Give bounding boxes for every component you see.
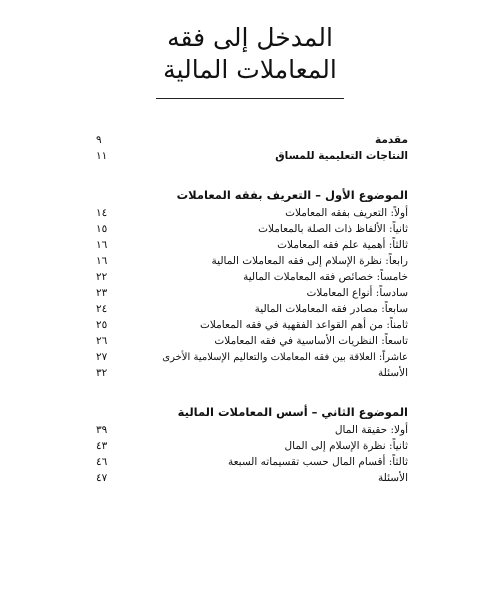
toc-entry-title: ثانياً: نظرة الإسلام إلى المال bbox=[284, 440, 408, 452]
toc-entry-title: أولا: حقيقة المال bbox=[334, 424, 408, 436]
toc-entry[interactable] bbox=[96, 238, 408, 253]
toc-entry[interactable] bbox=[96, 455, 408, 470]
toc-entry-title: ثالثاً: أهمية علم فقه المعاملات bbox=[277, 239, 408, 251]
toc-entry-questions[interactable] bbox=[96, 366, 408, 381]
toc-entry-title: مقدمة bbox=[375, 134, 408, 146]
toc-entry[interactable] bbox=[96, 222, 408, 237]
toc-entry-title: ثامناً: من أهم القواعد الفقهية في فقه المعاملات bbox=[200, 319, 408, 331]
toc-page-number: ٤٦ bbox=[96, 456, 108, 468]
toc-entry[interactable] bbox=[96, 439, 408, 454]
toc-entry[interactable] bbox=[96, 318, 408, 333]
book-title-line-1: المدخل إلى فقه bbox=[167, 23, 333, 52]
book-title-line-2: المعاملات المالية bbox=[163, 55, 337, 84]
toc-entry[interactable] bbox=[96, 254, 408, 269]
toc-entry-title: سابعاً: مصادر فقه المعاملات المالية bbox=[254, 303, 408, 315]
toc-page-number: ١٤ bbox=[96, 207, 108, 219]
toc-page-number: ٣٩ bbox=[96, 424, 108, 436]
toc-page-number: ١٦ bbox=[96, 255, 108, 267]
toc-entry[interactable] bbox=[96, 350, 408, 365]
toc-entry[interactable] bbox=[96, 302, 408, 317]
toc-entry[interactable] bbox=[96, 270, 408, 285]
toc-entry-questions[interactable] bbox=[96, 471, 408, 486]
toc-entry-title: ثانياً: الألفاظ ذات الصلة بالمعاملات bbox=[258, 223, 408, 235]
toc-page-number: ٢٣ bbox=[96, 287, 108, 299]
toc-entry-title: تاسعاً: النظريات الأساسية في فقه المعاملات bbox=[214, 335, 408, 347]
toc-entry[interactable] bbox=[96, 286, 408, 301]
toc-page-number: ٢٥ bbox=[96, 319, 108, 331]
toc-page-number: ٢٤ bbox=[96, 303, 108, 315]
section-heading-1: الموضوع الأول – التعريف بفقه المعاملات bbox=[176, 188, 408, 202]
toc-entry-title: سادساً: أنواع المعاملات bbox=[306, 287, 408, 299]
toc-entry-title: خامساً: خصائص فقه المعاملات المالية bbox=[243, 271, 408, 283]
toc-entry[interactable] bbox=[96, 423, 408, 438]
toc-entry-title: الأسئلة bbox=[378, 472, 408, 484]
toc-entry-title: النتاجات التعليمية للمساق bbox=[275, 150, 408, 162]
toc-entry[interactable] bbox=[96, 334, 408, 349]
toc-page-number: ٢٦ bbox=[96, 335, 108, 347]
table-of-contents bbox=[96, 0, 408, 600]
toc-page-number: ٤٣ bbox=[96, 440, 108, 452]
toc-page-number: ١٥ bbox=[96, 223, 108, 235]
section-heading-2: الموضوع الثاني – أسس المعاملات المالية bbox=[177, 405, 408, 419]
toc-page-number: ١١ bbox=[96, 150, 108, 162]
toc-entry-title: رابعاً: نظرة الإسلام إلى فقه المعاملات المالية bbox=[211, 255, 408, 267]
toc-entry-title: ثالثاً: أقسام المال حسب تقسيماته السبعة bbox=[227, 456, 408, 468]
toc-entry-learning-outcomes[interactable] bbox=[96, 149, 408, 164]
toc-entry-introduction[interactable] bbox=[96, 133, 408, 148]
toc-page-number: ١٦ bbox=[96, 239, 108, 251]
toc-entry-title: أولاً: التعريف بفقه المعاملات bbox=[285, 207, 408, 219]
toc-page-number: ٩ bbox=[96, 134, 102, 146]
toc-entry-title: الأسئلة bbox=[378, 367, 408, 379]
toc-page-number: ٣٢ bbox=[96, 367, 108, 379]
toc-entry-title: عاشراً: العلاقة بين فقه المعاملات والتعاليم الإسلامية الأخرى bbox=[162, 352, 408, 363]
toc-page-number: ٤٧ bbox=[96, 472, 108, 484]
toc-page-number: ٢٢ bbox=[96, 271, 108, 283]
toc-page-number: ٢٧ bbox=[96, 351, 108, 363]
toc-entry[interactable] bbox=[96, 206, 408, 221]
